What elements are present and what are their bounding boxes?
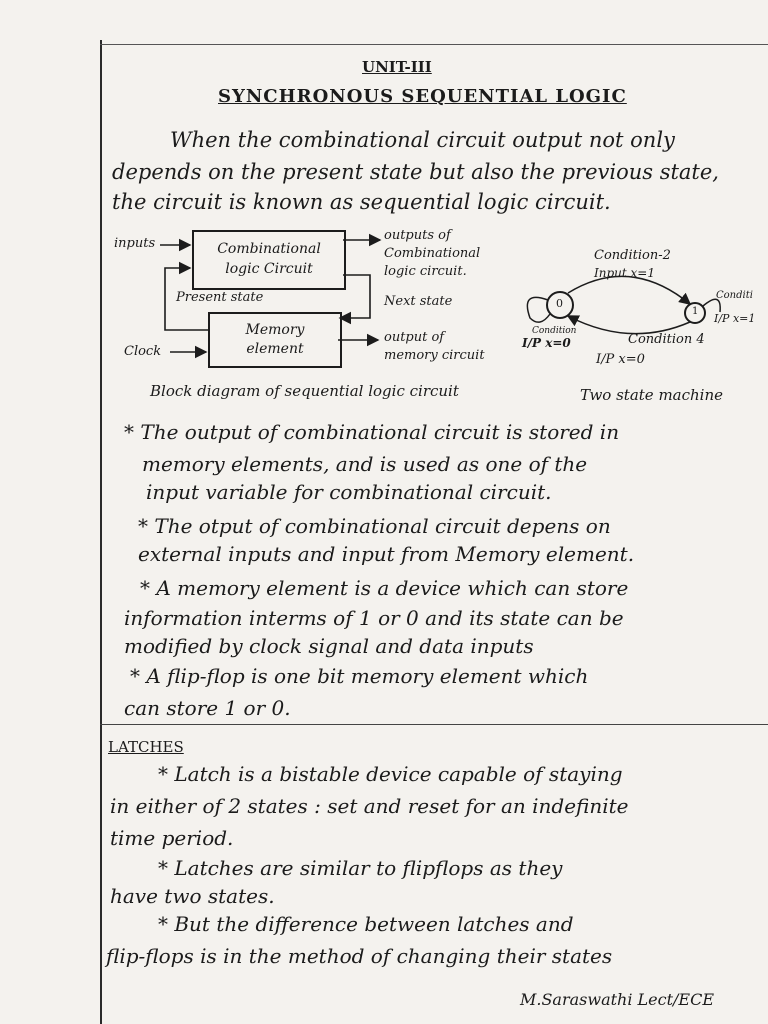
- memory-element-box: [208, 312, 342, 368]
- state-1: 1: [692, 306, 699, 317]
- bullet-line-9: * A flip-flop is one bit memory element which: [130, 664, 589, 688]
- ip-x1-right-label: I/P x=1: [714, 312, 756, 325]
- condition-right-label: Conditi: [716, 290, 753, 301]
- mem-label-2: element: [246, 341, 304, 357]
- latch-line-3: time period.: [110, 826, 234, 850]
- outputs-label-3: logic circuit.: [384, 264, 467, 279]
- state-machine-caption: Two state machine: [580, 386, 724, 404]
- condition-2-label: Condition-2: [594, 248, 671, 263]
- page-title: SYNCHRONOUS SEQUENTIAL LOGIC: [218, 86, 627, 107]
- ip-x0-left-label: I/P x=0: [522, 336, 571, 350]
- latch-line-1: * Latch is a bistable device capable of staying: [158, 762, 623, 786]
- intro-line-1: When the combinational circuit output not only: [170, 128, 675, 152]
- latch-line-7: flip-flops is in the method of changing their states: [106, 944, 613, 968]
- bullet-line-1: * The output of combinational circuit is stored in: [124, 420, 620, 444]
- comb-label-2: logic Circuit: [225, 261, 313, 277]
- inputs-label: inputs: [114, 236, 156, 251]
- outputs-label-1: outputs of: [384, 228, 451, 243]
- intro-line-3: the circuit is known as sequential logic circuit.: [112, 190, 611, 214]
- bullet-line-4: * The otput of combinational circuit depens on: [138, 514, 611, 538]
- clock-label: Clock: [124, 344, 162, 359]
- mem-label-1: Memory: [245, 322, 305, 338]
- bullet-line-10: can store 1 or 0.: [124, 696, 291, 720]
- bullet-line-6: * A memory element is a device which can store: [140, 576, 629, 600]
- bullet-line-5: external inputs and input from Memory element.: [138, 542, 635, 566]
- signature: M.Saraswathi Lect/ECE: [520, 990, 715, 1009]
- bullet-line-7: information interms of 1 or 0 and its state can be: [124, 606, 624, 630]
- section-divider: [100, 724, 768, 725]
- condition-left-label: Condition: [532, 326, 577, 336]
- mem-out-label-2: memory circuit: [384, 348, 485, 363]
- latch-line-6: * But the difference between latches and: [158, 912, 574, 936]
- intro-line-2: depends on the present state but also the previous state,: [112, 160, 719, 184]
- present-state-label: Present state: [176, 290, 264, 305]
- bullet-line-8: modified by clock signal and data inputs: [124, 634, 534, 658]
- latch-line-5: have two states.: [110, 884, 275, 908]
- combinational-logic-box: [192, 230, 346, 290]
- latches-heading: LATCHES: [108, 738, 184, 756]
- mem-out-label-1: output of: [384, 330, 445, 345]
- latch-line-2: in either of 2 states : set and reset for an indefinite: [110, 794, 629, 818]
- bullet-line-3: input variable for combinational circuit.: [146, 480, 552, 504]
- ip-x0-bottom-label: I/P x=0: [596, 352, 645, 367]
- block-diagram-caption: Block diagram of sequential logic circuit: [150, 382, 459, 400]
- bullet-line-2: memory elements, and is used as one of the: [142, 452, 588, 476]
- outputs-label-2: Combinational: [384, 246, 481, 261]
- input-x1-label: Input x=1: [594, 266, 655, 280]
- comb-label-1: Combinational: [217, 241, 321, 257]
- unit-heading: UNIT-III: [362, 58, 432, 76]
- next-state-label: Next state: [384, 294, 453, 309]
- latch-line-4: * Latches are similar to flipflops as they: [158, 856, 563, 880]
- condition-4-label: Condition 4: [628, 332, 705, 347]
- state-0: 0: [556, 297, 563, 310]
